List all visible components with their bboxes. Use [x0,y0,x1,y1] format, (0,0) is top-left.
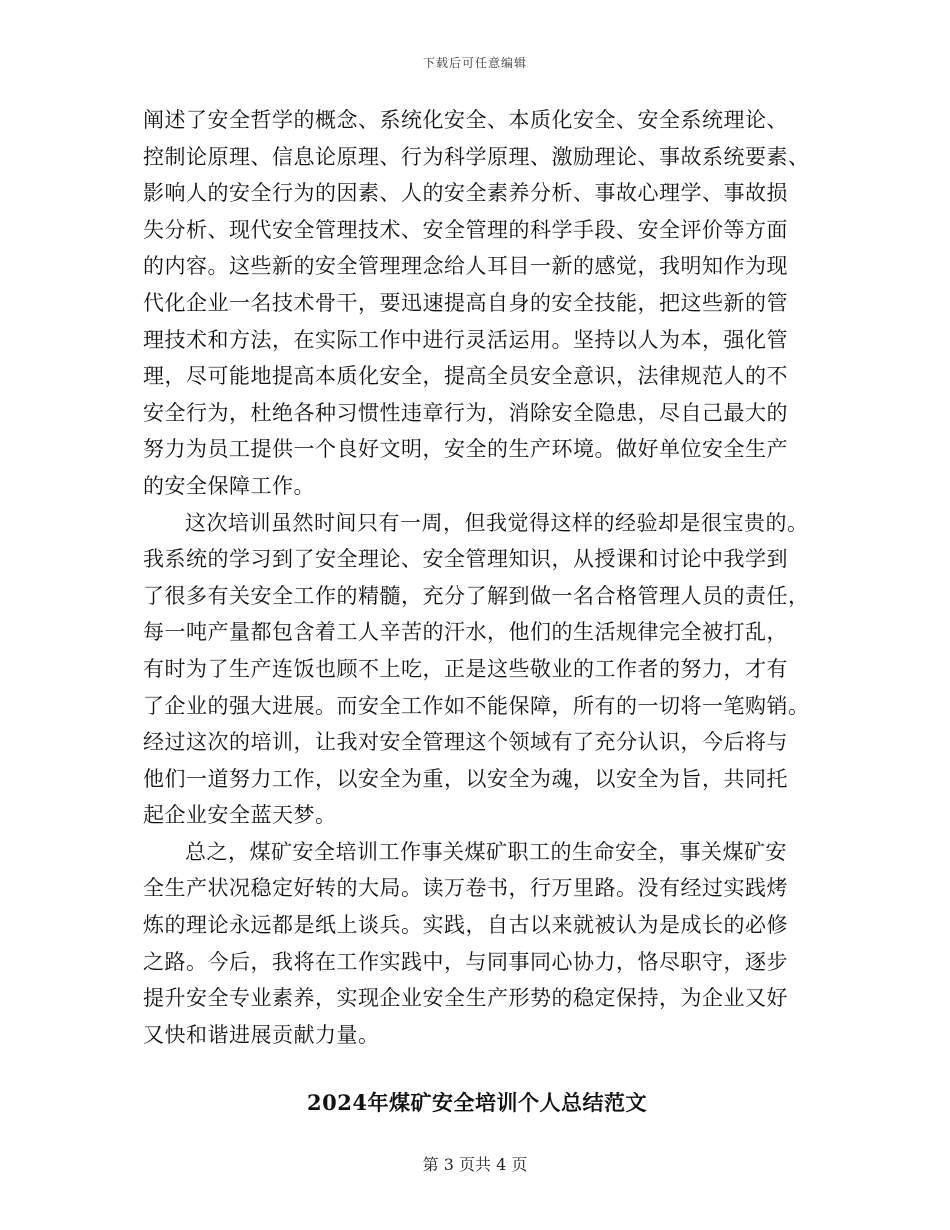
page-footer: 第 3 页共 4 页 [422,1155,528,1174]
paragraph-line: 安全行为，杜绝各种习惯性违章行为，消除安全隐患，尽自己最大的 [143,400,788,425]
paragraph [143,834,811,1054]
paragraph-line: 的内容。这些新的安全管理理念给人耳目一新的感觉，我明知作为现 [143,254,788,279]
paragraph-line: 他们一道努力工作，以安全为重，以安全为魂，以安全为旨，共同托 [143,766,788,791]
paragraph-line: 经过这次的培训，让我对安全管理这个领域有了充分认识，今后将与 [143,730,788,755]
paragraph-line: 控制论原理、信息论原理、行为科学原理、激励理论、事故系统要素、 [143,144,810,169]
page-header: 下载后可任意编辑 [422,56,527,70]
paragraph-line: 提升安全专业素养，实现企业安全生产形势的稳定保持，为企业又好 [143,986,788,1011]
paragraph-line: 努力为员工提供一个良好文明，安全的生产环境。做好单位安全生产 [143,437,788,462]
paragraph [143,505,811,834]
paragraph-line: 阐述了安全哲学的概念、系统化安全、本质化安全、安全系统理论、 [143,108,788,132]
paragraph-line: 我系统的学习到了安全理论、安全管理知识，从授课和讨论中我学到 [143,547,788,572]
paragraph-line: 代化企业一名技术骨干，要迅速提高自身的安全技能，把这些新的管 [143,290,788,315]
paragraph-line: 失分析、现代安全管理技术、安全管理的科学手段、安全评价等方面 [143,217,788,242]
paragraphs [143,102,811,1053]
paragraph-line: 有时为了生产连饭也顾不上吃，正是这些敬业的工作者的努力，才有 [143,656,788,681]
paragraph-line: 全生产状况稳定好转的大局。读万卷书，行万里路。没有经过实践烤 [143,876,788,901]
paragraph-line: 又快和谐进展贡献力量。 [143,1022,380,1047]
paragraph-line: 之路。今后，我将在工作实践中，与同事同心协力，恪尽职守，逐步 [143,949,788,974]
paragraph-line: 炼的理论永远都是纸上谈兵。实践，自古以来就被认为是成长的必修 [143,913,788,938]
paragraph-line: 每一吨产量都包含着工人辛苦的汗水，他们的生活规律完全被打乱， [143,620,788,645]
paragraph-line: 这次培训虽然时间只有一周，但我觉得这样的经验却是很宝贵的。 [185,510,809,535]
paragraph-line: 了很多有关安全工作的精髓，充分了解到做一名合格管理人员的责任， [143,583,810,608]
document-body [143,102,811,1121]
paragraph [143,102,811,505]
paragraph-line: 总之，煤矿安全培训工作事关煤矿职工的生命安全，事关煤矿安 [185,839,787,864]
paragraph-line: 理，尽可能地提高本质化安全，提高全员安全意识，法律规范人的不 [143,364,788,389]
paragraph-line: 的安全保障工作。 [143,473,315,498]
paragraph-line: 理技术和方法，在实际工作中进行灵活运用。坚持以人为本，强化管 [143,327,788,352]
paragraph-line: 起企业安全蓝天梦。 [143,803,337,828]
paragraph-line: 影响人的安全行为的因素、人的安全素养分析、事故心理学、事故损 [143,181,788,206]
paragraph-line: 了企业的强大进展。而安全工作如不能保障，所有的一切将一笔购销。 [143,693,810,718]
document-title: 2024年煤矿安全培训个人总结范文 [307,1090,647,1116]
